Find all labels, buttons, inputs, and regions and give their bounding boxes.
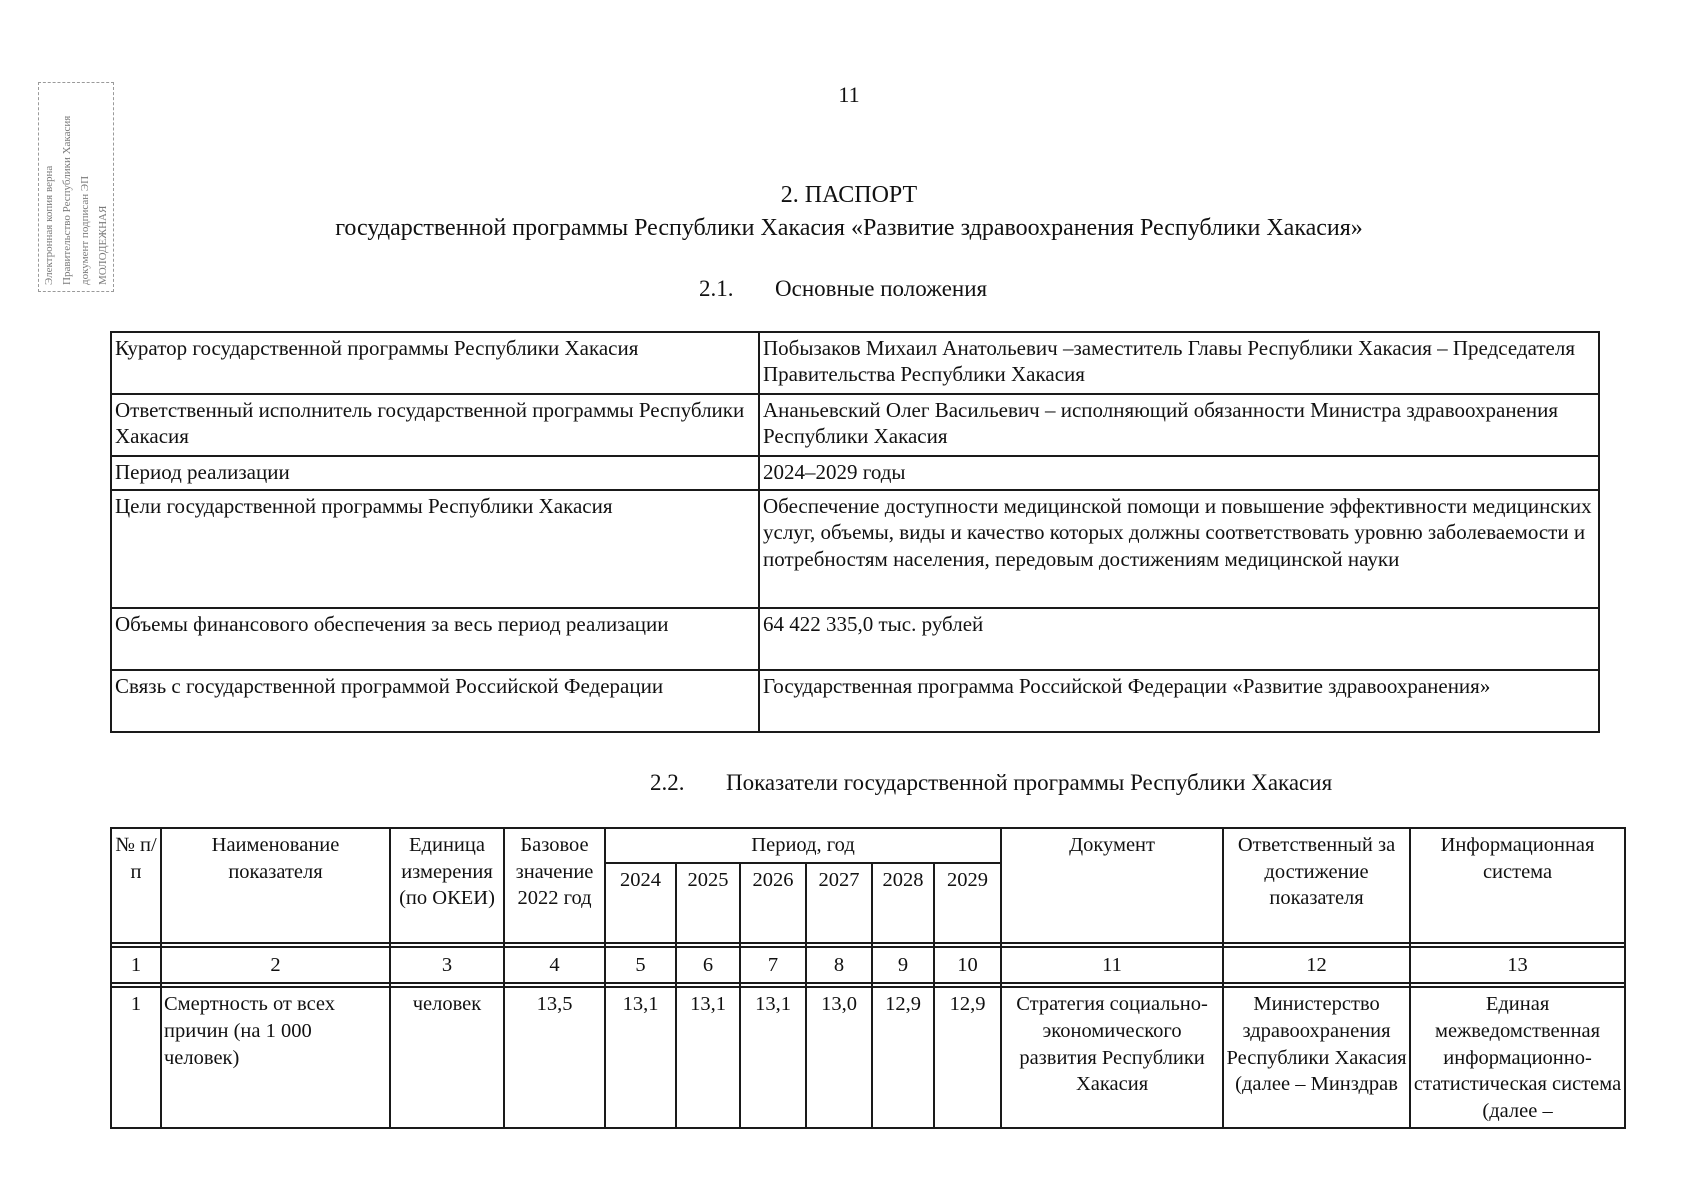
section-number: 2.2. (650, 770, 685, 795)
passport-table (110, 331, 1600, 733)
column-number: 4 (504, 947, 605, 984)
passport-label: Куратор государственной программы Республики Хакасия (111, 332, 759, 394)
indicator-value: 12,9 (872, 987, 934, 1128)
section-heading: Основные положения (775, 276, 988, 301)
column-number: 11 (1001, 947, 1223, 984)
header-year: 2029 (934, 863, 1001, 943)
column-number-row (111, 947, 1625, 984)
document-subtitle: государственной программы Республики Хакасия «Развитие здравоохранения Республики Хакасия» (335, 215, 1363, 241)
passport-row (111, 332, 1599, 394)
header-num: № п/п (111, 828, 161, 943)
column-number: 3 (390, 947, 504, 984)
passport-value: 64 422 335,0 тыс. рублей (759, 608, 1599, 670)
section-number: 2.1. (699, 276, 734, 301)
header-year: 2027 (806, 863, 872, 943)
passport-label: Ответственный исполнитель государственной программы Республики Хакасия (111, 394, 759, 456)
header-name: Наименование показателя (161, 828, 390, 943)
indicator-base: 13,5 (504, 987, 605, 1128)
column-number: 10 (934, 947, 1001, 984)
indicator-name: Смертность от всех причин (на 1 000 человек) (161, 987, 390, 1128)
passport-value: 2024–2029 годы (759, 456, 1599, 490)
passport-label: Связь с государственной программой Российской Федерации (111, 670, 759, 732)
indicator-value: 12,9 (934, 987, 1001, 1128)
column-number: 1 (111, 947, 161, 984)
header-period: Период, год (605, 828, 1001, 863)
passport-value: Государственная программа Российской Федерации «Развитие здравоохранения» (759, 670, 1599, 732)
section-title-2-1 (699, 276, 987, 302)
header-year: 2026 (740, 863, 806, 943)
stamp-line: Правительство Республики Хакасия (61, 115, 73, 285)
header-responsible: Ответственный за достижение показателя (1223, 828, 1410, 943)
column-number: 8 (806, 947, 872, 984)
indicator-row (111, 987, 1625, 1128)
header-document: Документ (1001, 828, 1223, 943)
header-row (111, 828, 1625, 863)
header-info-system: Информационная система (1410, 828, 1625, 943)
document-title: 2. ПАСПОРТ (780, 182, 918, 208)
column-number: 5 (605, 947, 676, 984)
indicator-value: 13,1 (676, 987, 740, 1128)
header-year: 2024 (605, 863, 676, 943)
column-number: 12 (1223, 947, 1410, 984)
header-year: 2025 (676, 863, 740, 943)
passport-row (111, 608, 1599, 670)
passport-row (111, 670, 1599, 732)
passport-row (111, 490, 1599, 608)
stamp-line: документ подписан ЭП (79, 175, 91, 285)
indicator-responsible: Министерство здравоохранения Республики Хакасия (далее – Минздрав (1223, 987, 1410, 1128)
header-unit: Единица измерения (по ОКЕИ) (390, 828, 504, 943)
header-year: 2028 (872, 863, 934, 943)
header-base: Базовое значение 2022 год (504, 828, 605, 943)
passport-value: Обеспечение доступности медицинской помощи и повышение эффективности медицинских услуг, объемы, виды и качество которых должны соответствовать уровню заболеваемости и потребностям населения, передовым достижениям медицинской науки (759, 490, 1599, 608)
column-number: 13 (1410, 947, 1625, 984)
passport-label: Период реализации (111, 456, 759, 490)
indicators-table (110, 827, 1626, 1129)
passport-row (111, 394, 1599, 456)
indicator-document: Стратегия социально-экономического развития Республики Хакасия (1001, 987, 1223, 1128)
passport-row (111, 456, 1599, 490)
stamp-line: Электронная копия верна (43, 165, 55, 285)
column-number: 2 (161, 947, 390, 984)
page-number: 11 (838, 82, 860, 107)
passport-value: Ананьевский Олег Васильевич – исполняющий обязанности Министра здравоохранения Республики Хакасия (759, 394, 1599, 456)
indicator-value: 13,1 (740, 987, 806, 1128)
column-number: 7 (740, 947, 806, 984)
indicator-value: 13,1 (605, 987, 676, 1128)
indicator-num: 1 (111, 987, 161, 1128)
stamp-line: МОЛОДЕЖНАЯ (97, 205, 109, 285)
column-number: 6 (676, 947, 740, 984)
indicator-value: 13,0 (806, 987, 872, 1128)
section-heading: Показатели государственной программы Республики Хакасия (726, 770, 1333, 795)
passport-label: Объемы финансового обеспечения за весь период реализации (111, 608, 759, 670)
column-number: 9 (872, 947, 934, 984)
passport-label: Цели государственной программы Республики Хакасия (111, 490, 759, 608)
indicator-unit: человек (390, 987, 504, 1128)
indicator-info-system: Единая межведомственная информационно-статистическая система (далее – (1410, 987, 1625, 1128)
passport-value: Побызаков Михаил Анатольевич –заместитель Главы Республики Хакасия – Председателя Правительства Республики Хакасия (759, 332, 1599, 394)
section-title-2-2 (650, 770, 1332, 796)
